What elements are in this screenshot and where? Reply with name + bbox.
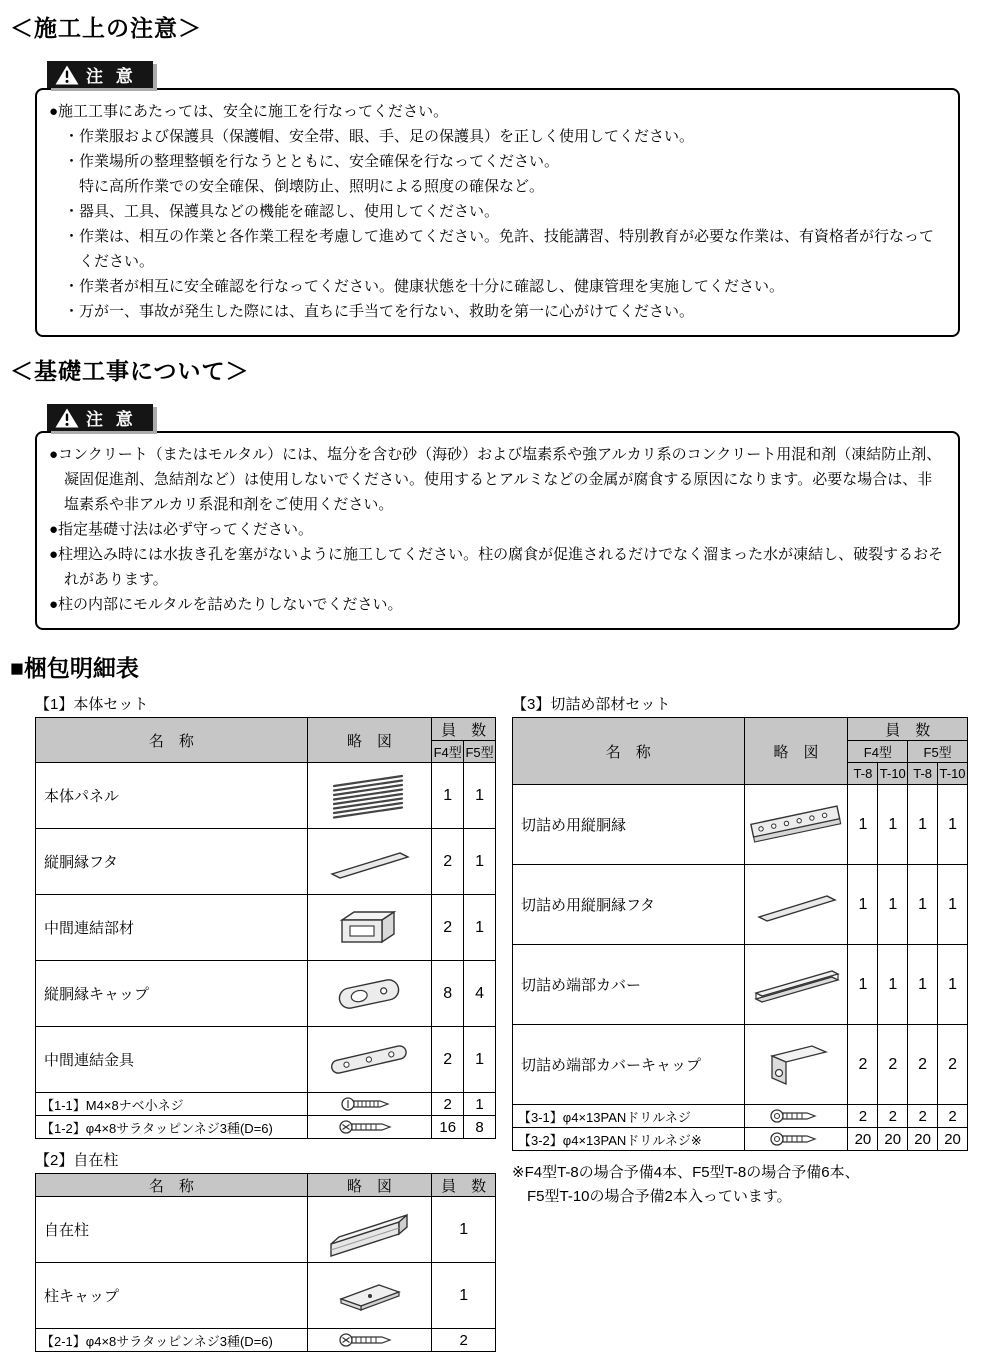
chan-holes-icon [744, 785, 848, 865]
part-name: 縦胴縁キャップ [36, 961, 308, 1027]
qty-value: 1 [432, 763, 464, 829]
qty-value: 1 [464, 1027, 496, 1093]
part-name: 中間連結部材 [36, 895, 308, 961]
qty-value: 2 [432, 1093, 464, 1116]
pan-screw-icon [307, 1093, 432, 1116]
qty-value: 1 [464, 1093, 496, 1116]
table1-body [36, 763, 496, 1139]
qty-value: 1 [464, 895, 496, 961]
table-row [36, 1329, 496, 1352]
table3-caption: 【3】切詰め部材セット [512, 696, 671, 713]
post-icon [307, 1197, 432, 1263]
qty-value: 1 [464, 763, 496, 829]
qty-value: 2 [938, 1025, 968, 1105]
qty-value: 1 [464, 829, 496, 895]
caution-item: ・作業者が相互に安全確認を行なってください。健康状態を十分に確認し、健康管理を実施してください。 [64, 278, 785, 295]
table-row [36, 961, 496, 1027]
qty-value: 2 [432, 895, 464, 961]
caution-item: ●指定基礎寸法は必ず守ってください。 [49, 521, 314, 538]
qty-value: 2 [848, 1105, 878, 1128]
qty-value: 1 [938, 785, 968, 865]
part-name: 切詰め端部カバーキャップ [513, 1025, 745, 1105]
flatbar-icon [744, 865, 848, 945]
part-name: 中間連結金具 [36, 1027, 308, 1093]
qty-value: 2 [432, 1329, 496, 1352]
table-row [36, 1027, 496, 1093]
table-row [36, 1197, 496, 1263]
warning-triangle-icon [55, 408, 79, 428]
part-name: 本体パネル [36, 763, 308, 829]
header-f4: F4型 [432, 741, 464, 763]
header-t10: T-10 [938, 763, 968, 785]
header-name: 名 称 [36, 718, 308, 763]
table2-body [36, 1197, 496, 1352]
flatbar-icon [307, 829, 432, 895]
qty-value: 1 [878, 865, 908, 945]
table-row [513, 1128, 968, 1151]
caution-item: 特に高所作業での安全確保、倒壊防止、照明による照度の確保など。 [79, 178, 545, 195]
table-row [513, 865, 968, 945]
caution-badge [47, 404, 153, 431]
caution-section-construction [35, 61, 960, 337]
cut-parts-set-table [512, 717, 968, 1151]
header-qty: 員 数 [432, 718, 496, 741]
part-name: 【1-1】M4×8ナベ小ネジ [36, 1093, 308, 1116]
qty-value: 1 [938, 865, 968, 945]
panel-icon [307, 763, 432, 829]
header-qty: 員 数 [848, 718, 968, 741]
qty-value: 1 [878, 785, 908, 865]
cover-icon [744, 945, 848, 1025]
qty-value: 20 [938, 1128, 968, 1151]
caution-item: ・万が一、事故が発生した際には、直ちに手当てを行ない、救助を第一に心がけてください。 [64, 303, 695, 320]
qty-value: 1 [908, 945, 938, 1025]
caution-item: ●コンクリート（またはモルタル）には、塩分を含む砂（海砂）および塩素系や強アルカリ系のコンクリート用混和剤（凍結防止剤、凝固促進剤、急結剤など）は使用しないでください。使用するとアルミなどの金属が腐食する原因になります。必要な場合は、非塩素系や非アルカリ系混和剤をご使用ください。 [49, 446, 942, 513]
qty-value: 20 [908, 1128, 938, 1151]
qty-value: 8 [432, 961, 464, 1027]
table-row [36, 1263, 496, 1329]
table-row [513, 1105, 968, 1128]
header-t10: T-10 [878, 763, 908, 785]
main-body-set-table [35, 717, 496, 1139]
warning-triangle-icon [55, 65, 79, 85]
bracket-icon [307, 1027, 432, 1093]
table3-body [513, 785, 968, 1151]
part-name: 縦胴縁フタ [36, 829, 308, 895]
caution-item: ●柱の内部にモルタルを詰めたりしないでください。 [49, 596, 403, 613]
caution-item: ・作業場所の整理整頓を行なうとともに、安全確保を行なってください。 [64, 153, 560, 170]
header-group-f5: F5型 [908, 741, 968, 763]
packing-tables [35, 689, 985, 1352]
caution-box-construction [35, 88, 960, 337]
part-name: 切詰め用縦胴縁フタ [513, 865, 745, 945]
caution-badge-label: 注 意 [86, 410, 137, 429]
section-title-construction: ＜施工上の注意＞ [10, 15, 202, 41]
part-name: 切詰め端部カバー [513, 945, 745, 1025]
part-name: 柱キャップ [36, 1263, 308, 1329]
qty-value: 2 [432, 829, 464, 895]
footnote [512, 1161, 968, 1209]
footnote-line1: ※F4型T-8の場合予備4本、F5型T-8の場合予備6本、 [512, 1164, 860, 1181]
cap-plate-icon [307, 961, 432, 1027]
header-t8: T-8 [848, 763, 878, 785]
table-row [513, 1025, 968, 1105]
packing-left-column [35, 689, 496, 1352]
header-name: 名 称 [513, 718, 745, 785]
table-row [36, 763, 496, 829]
caution-item: ●施工工事にあたっては、安全に施工を行なってください。 [49, 103, 449, 120]
flat-screw-icon [307, 1116, 432, 1139]
packing-right-column [512, 689, 968, 1209]
table-row [513, 945, 968, 1025]
caution-box-foundation [35, 431, 960, 630]
qty-value: 1 [908, 785, 938, 865]
qty-value: 2 [878, 1105, 908, 1128]
qty-value: 1 [848, 865, 878, 945]
table-row [513, 785, 968, 865]
qty-value: 1 [878, 945, 908, 1025]
qty-value: 2 [878, 1025, 908, 1105]
caution-badge-label: 注 意 [86, 67, 137, 86]
part-name: 自在柱 [36, 1197, 308, 1263]
caution-section-foundation [35, 404, 960, 630]
table-row [36, 1116, 496, 1139]
header-group-f4: F4型 [848, 741, 908, 763]
qty-value: 2 [938, 1105, 968, 1128]
adjustable-post-table [35, 1173, 496, 1352]
part-name: 【1-2】φ4×8サラタッピンネジ3種(D=6) [36, 1116, 308, 1139]
table2-caption: 【2】自在柱 [35, 1152, 119, 1169]
qty-value: 2 [908, 1105, 938, 1128]
drill-screw-icon [744, 1128, 848, 1151]
part-name: 切詰め用縦胴縁 [513, 785, 745, 865]
part-name: 【3-2】φ4×13PANドリルネジ※ [513, 1128, 745, 1151]
qty-value: 8 [464, 1116, 496, 1139]
header-diagram: 略 図 [307, 1174, 432, 1197]
caution-item: ・作業服および保護具（保護帽、安全帯、眼、手、足の保護具）を正しく使用してください。 [64, 128, 695, 145]
packing-list-title: ■梱包明細表 [10, 655, 139, 681]
qty-value: 2 [432, 1027, 464, 1093]
qty-value: 4 [464, 961, 496, 1027]
header-f5: F5型 [464, 741, 496, 763]
qty-value: 1 [938, 945, 968, 1025]
post-cap-icon [307, 1263, 432, 1329]
table-row [36, 1093, 496, 1116]
qty-value: 2 [908, 1025, 938, 1105]
caution-item: ・器具、工具、保護具などの機能を確認し、使用してください。 [64, 203, 500, 220]
header-qty: 員 数 [432, 1174, 496, 1197]
qty-value: 2 [848, 1025, 878, 1105]
table1-caption: 【1】本体セット [35, 696, 149, 713]
qty-value: 20 [878, 1128, 908, 1151]
qty-value: 1 [848, 945, 878, 1025]
qty-value: 1 [432, 1197, 496, 1263]
qty-value: 20 [848, 1128, 878, 1151]
flat-screw-icon [307, 1329, 432, 1352]
caution-item: ●柱埋込み時には水抜き孔を塞がないように施工してください。柱の腐食が促進されるだけでなく溜まった水が凍結し、破裂するおそれがあります。 [49, 546, 944, 588]
caution-badge [47, 61, 153, 88]
header-t8: T-8 [908, 763, 938, 785]
header-name: 名 称 [36, 1174, 308, 1197]
table-row [36, 829, 496, 895]
table-row [36, 895, 496, 961]
caution-item: ・作業は、相互の作業と各作業工程を考慮して進めてください。免許、技能講習、特別教育が必要な作業は、有資格者が行なってください。 [64, 228, 935, 270]
cover-cap-icon [744, 1025, 848, 1105]
qty-value: 1 [848, 785, 878, 865]
section-title-foundation: ＜基礎工事について＞ [10, 358, 250, 384]
header-diagram: 略 図 [744, 718, 848, 785]
footnote-line2: F5型T-10の場合予備2本入っています。 [512, 1188, 792, 1205]
drill-screw-icon [744, 1105, 848, 1128]
qty-value: 1 [432, 1263, 496, 1329]
qty-value: 16 [432, 1116, 464, 1139]
part-name: 【3-1】φ4×13PANドリルネジ [513, 1105, 745, 1128]
channel-icon [307, 895, 432, 961]
part-name: 【2-1】φ4×8サラタッピンネジ3種(D=6) [36, 1329, 308, 1352]
qty-value: 1 [908, 865, 938, 945]
header-diagram: 略 図 [307, 718, 432, 763]
